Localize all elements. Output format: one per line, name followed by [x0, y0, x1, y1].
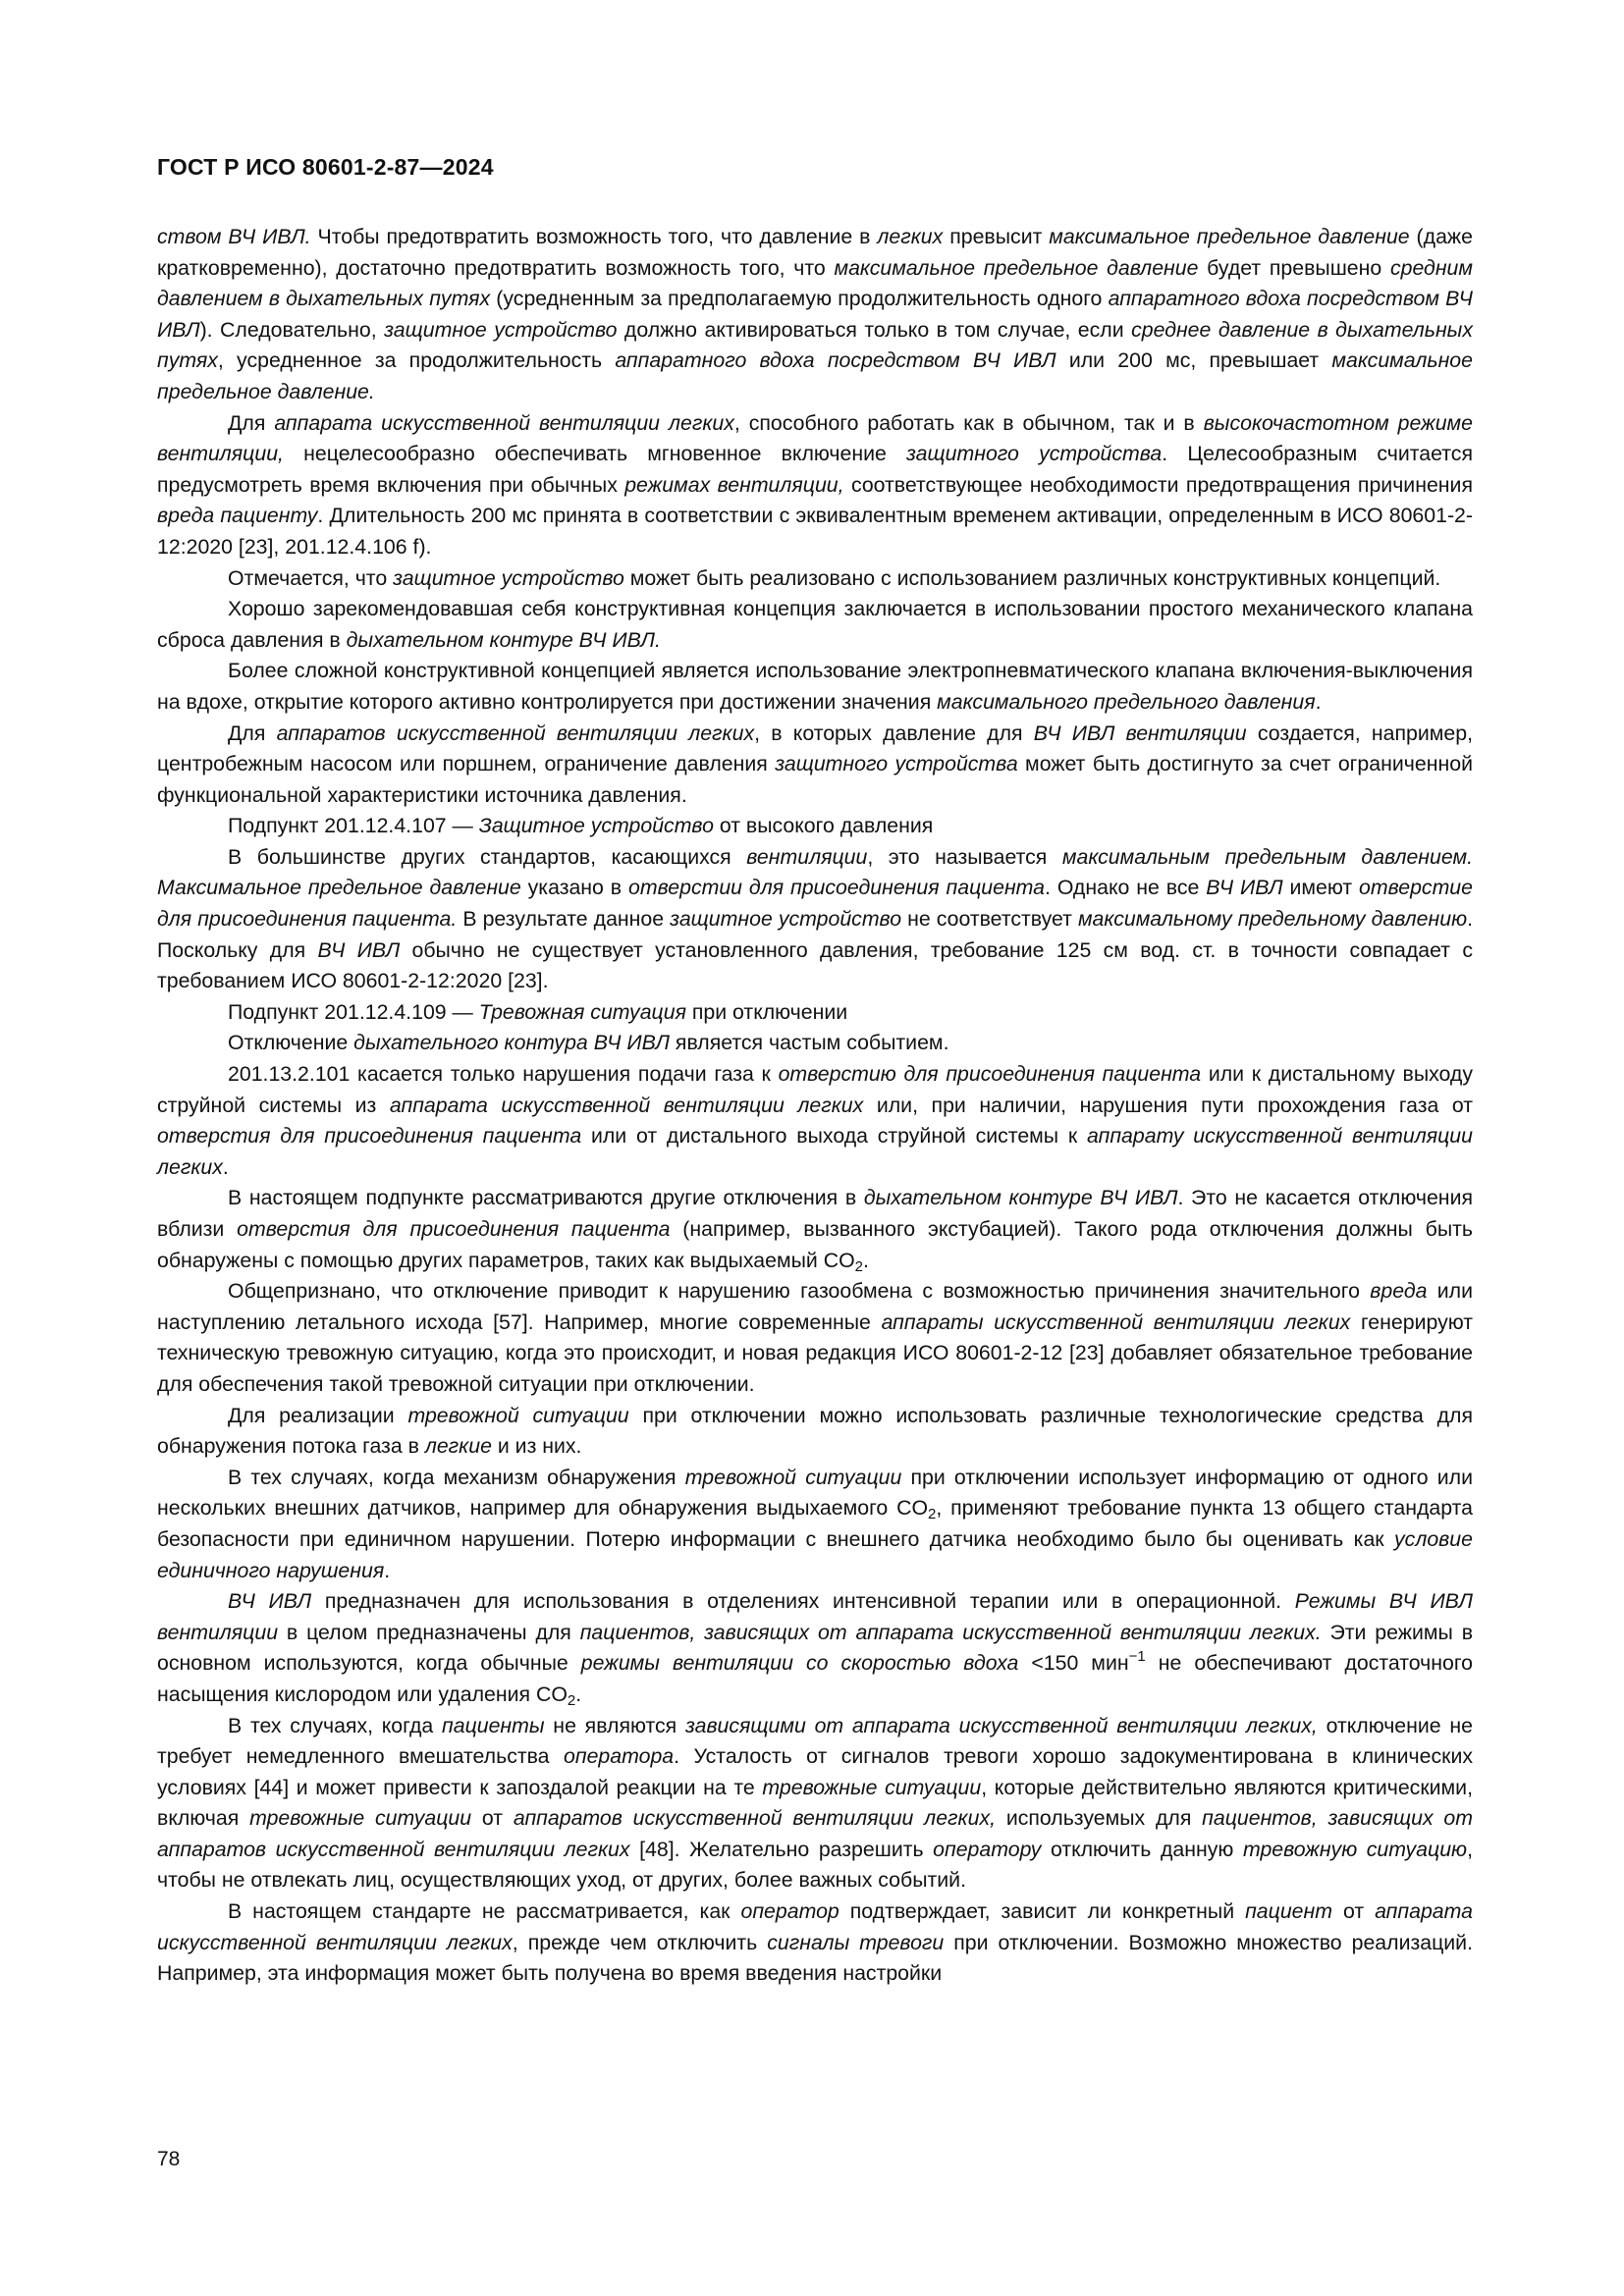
subscript: 2 — [567, 1691, 576, 1709]
italic-term: защитного устройства — [775, 752, 1018, 776]
italic-term: Тревожная ситуация — [478, 999, 686, 1024]
text-run: или 200 мс, превышает — [1056, 348, 1332, 373]
text-run: Общепризнано, что отключение приводит к нарушению газообмена с возможностью причинения значительного — [228, 1279, 1371, 1304]
italic-term: аппарата искусственной вентиляции легких — [157, 1899, 1473, 1954]
text-run: Эти режимы в основном используются, когда обычные — [157, 1620, 1474, 1676]
text-run: <150 мин — [1018, 1651, 1129, 1676]
text-run: . — [1315, 689, 1322, 714]
text-run: от высокого давления — [713, 814, 934, 838]
italic-term: максимальное предельное давление — [1049, 225, 1410, 248]
text-run: . Длительность 200 мс принята в соответствии с эквивалентным временем активации, определенным в ИСО 80601-2-12:2020 [23], 201.12.4.106 f). — [157, 504, 1473, 559]
italic-term: дыхательном контуре ВЧ ИВЛ. — [346, 627, 661, 652]
italic-term: ВЧ ИВЛ вентиляции — [1033, 721, 1247, 745]
text-run: или, при наличии, нарушения пути прохождения газа от — [863, 1093, 1474, 1117]
paragraph — [157, 1586, 1473, 1710]
text-run: Для реализации — [228, 1403, 408, 1427]
text-run: , которые действительно являются критическими, включая — [157, 1775, 1473, 1831]
text-run: Более сложной конструктивной концепцией является использование электропневматического клапана включения-выключения на вдохе, открытие которого активно контролируется при достижении значения — [157, 659, 1473, 714]
italic-term: оператор — [740, 1899, 839, 1924]
text-run: Хорошо зарекомендовавшая себя конструктивная концепция заключается в использовании простого механического клапана сброса давления в — [157, 597, 1473, 652]
text-run: Для — [228, 410, 275, 435]
italic-term: легких — [877, 225, 944, 248]
text-run: Подпункт 201.12.4.109 — — [228, 999, 479, 1024]
italic-term: аппарата искусственной вентиляции легких — [274, 410, 734, 435]
italic-term: отверстие для присоединения пациента. — [157, 876, 1473, 932]
document-body — [157, 222, 1473, 1990]
text-run: ). Следовательно, — [199, 317, 385, 342]
text-run: не являются — [544, 1713, 685, 1737]
text-run: В тех случаях, когда — [228, 1713, 442, 1737]
text-run: превысит — [943, 225, 1050, 248]
italic-term: вреда пациенту — [157, 504, 318, 528]
italic-term: максимальное предельное давление — [834, 255, 1199, 280]
text-run: имеют — [1282, 876, 1359, 900]
text-run: В тех случаях, когда механизм обнаружения — [228, 1465, 685, 1489]
paragraph — [157, 594, 1473, 656]
text-run: Чтобы предотвратить возможность того, что давление в — [310, 225, 878, 248]
text-run: или наступлению летального исхода [57]. Например, многие современные — [157, 1279, 1473, 1334]
italic-term: тревожные ситуации — [249, 1806, 472, 1831]
italic-term: пациентов, зависящих от аппарата искусственной вентиляции легких. — [579, 1620, 1322, 1644]
text-run: может быть реализовано с использованием различных конструктивных концепций. — [623, 565, 1441, 590]
paragraph — [157, 1463, 1473, 1586]
paragraph — [157, 811, 1473, 842]
italic-term: легкие — [424, 1434, 492, 1459]
italic-term: отверстия для присоединения пациента — [237, 1217, 671, 1241]
paragraph — [157, 997, 1473, 1029]
text-run: (например, вызванного экстубацией). Такого рода отключения должны быть обнаружены с помощью других параметров, таких как выдыхаемый CO — [157, 1217, 1474, 1272]
text-run: Для — [228, 721, 277, 745]
text-run: и из них. — [491, 1434, 582, 1459]
italic-term: максимальное предельное давление. — [157, 348, 1473, 403]
italic-term: тревожную ситуацию — [1242, 1837, 1468, 1861]
italic-term: оператору — [933, 1837, 1042, 1861]
italic-term: аппарату искусственной вентиляции легких — [157, 1124, 1473, 1179]
text-run: Подпункт 201.12.4.107 — — [228, 814, 479, 838]
text-run: используемых для — [996, 1806, 1203, 1831]
text-run: В результате данное — [457, 907, 671, 932]
text-run: , усредненное за продолжительность — [217, 348, 616, 373]
text-run: . — [384, 1558, 391, 1582]
paragraph — [157, 1028, 1473, 1059]
italic-term: защитное устройство — [393, 565, 624, 590]
italic-term: аппаратов искусственной вентиляции легких, — [513, 1806, 997, 1831]
text-run: В настоящем стандарте не рассматривается, как — [228, 1899, 741, 1924]
text-run: является частым событием. — [670, 1031, 949, 1055]
paragraph — [157, 222, 1473, 408]
paragraph — [157, 1711, 1473, 1897]
italic-term: отверстии для присоединения пациента — [628, 876, 1046, 900]
text-run: , в которых давление для — [754, 721, 1034, 745]
italic-term: тревожные ситуации — [762, 1775, 982, 1799]
italic-term: высокочастотном режиме вентиляции, — [157, 410, 1474, 466]
text-run: предназначен для использования в отделениях интенсивной терапии или в операционной. — [311, 1589, 1295, 1614]
italic-term: защитное устройство — [670, 907, 902, 932]
italic-term: ВЧ ИВЛ — [1206, 876, 1283, 900]
italic-term: аппаратов искусственной вентиляции легких — [276, 721, 755, 745]
text-run: при отключении — [685, 999, 848, 1024]
italic-term: пациентов, зависящих от аппаратов искусственной вентиляции легких — [157, 1806, 1473, 1861]
italic-term: ВЧ ИВЛ — [317, 937, 401, 962]
italic-term: максимальным предельным давлением. Максимальное предельное давление — [157, 844, 1473, 900]
text-run: в целом предназначены для — [278, 1620, 580, 1644]
text-run: Отключение — [228, 1031, 354, 1055]
italic-term: Защитное устройство — [478, 814, 714, 838]
italic-term: режимы вентиляции со скоростью вдоха — [580, 1651, 1019, 1676]
text-run: указано в — [520, 876, 629, 900]
text-run: , чтобы не отвлекать лиц, осуществляющих уход, от других, более важных событий. — [157, 1837, 1473, 1893]
text-run: , способного работать как в обычном, так и в — [733, 410, 1204, 435]
text-run: [48]. Желательно разрешить — [629, 1837, 934, 1861]
text-run: нецелесообразно обеспечивать мгновенное включение — [283, 442, 907, 466]
italic-term: максимального предельного давления — [937, 689, 1316, 714]
italic-term: защитного устройства — [906, 442, 1163, 466]
text-run: В настоящем подпункте рассматриваются другие отключения в — [228, 1186, 864, 1210]
paragraph — [157, 1183, 1473, 1276]
text-run: или от дистального выхода струйной системы к — [581, 1124, 1088, 1148]
text-run: , прежде чем отключить — [512, 1930, 768, 1954]
text-run: соответствующее необходимости предотвращения причинения — [843, 472, 1473, 497]
text-run: . Целесообразным считается предусмотреть время включения при обычных — [157, 442, 1473, 497]
paragraph — [157, 1276, 1473, 1400]
text-run: . Усталость от сигналов тревоги хорошо задокументирована в клинических условиях [44] и может привести к запоздалой реакции на те — [157, 1744, 1474, 1799]
italic-term: тревожной ситуации — [684, 1465, 902, 1489]
text-run: (усредненным за предполагаемую продолжительность одного — [490, 287, 1109, 311]
text-run: будет превышено — [1198, 255, 1390, 280]
text-run: В большинстве других стандартов, касающихся — [228, 844, 747, 869]
italic-term: аппараты искусственной вентиляции легких — [881, 1309, 1351, 1334]
text-run: 201.13.2.101 касается только нарушения подачи газа к — [228, 1062, 779, 1087]
italic-term: отверстия для присоединения пациента — [157, 1124, 582, 1148]
italic-term: средним давлением в дыхательных путях — [157, 255, 1473, 311]
italic-term: ством ВЧ ИВЛ. — [157, 225, 311, 248]
text-run: не обеспечивают достаточного насыщения кислородом или удаления CO — [157, 1651, 1473, 1706]
text-run: от — [471, 1806, 514, 1831]
italic-term: аппарата искусственной вентиляции легких — [389, 1093, 864, 1117]
paragraph — [157, 563, 1473, 595]
paragraph — [157, 1059, 1473, 1183]
italic-term: защитное устройство — [384, 317, 618, 342]
italic-term: оператора — [564, 1744, 675, 1769]
text-run: при отключении. Возможно множество реализаций. Например, эта информация может быть получена во время введения настройки — [157, 1930, 1473, 1986]
text-run: . — [222, 1154, 229, 1179]
text-run: (даже кратковременно), достаточно предотвратить возможность того, что — [157, 225, 1474, 280]
paragraph — [157, 842, 1473, 997]
text-run: может быть достигнуто за счет ограниченной функциональной характеристики источника давления. — [157, 752, 1473, 807]
paragraph — [157, 656, 1473, 718]
text-run: Отмечается, что — [228, 565, 394, 590]
text-run: обычно не существует установленного давления, требование 125 см вод. ст. в точности совпадает с требованием ИСО 80601-2-12:2020 [23]. — [157, 937, 1473, 993]
italic-term: пациент — [1245, 1899, 1332, 1924]
text-run: от — [1331, 1899, 1376, 1924]
subscript: 2 — [928, 1506, 937, 1523]
italic-term: сигналы тревоги — [767, 1930, 945, 1954]
italic-term: режимах вентиляции, — [624, 472, 844, 497]
italic-term: ВЧ ИВЛ — [228, 1589, 312, 1614]
italic-term: вреда — [1370, 1279, 1428, 1304]
text-run: . — [575, 1682, 582, 1706]
italic-term: отверстию для присоединения пациента — [778, 1062, 1202, 1087]
text-run: или к дистальному выходу струйной системы из — [157, 1062, 1473, 1117]
italic-term: пациенты — [442, 1713, 545, 1737]
paragraph — [157, 1401, 1473, 1463]
text-run: , применяют требование пункта 13 общего стандарта безопасности при единичном нарушении. Потерю информации с внешнего датчика необходимо было бы оценивать как — [157, 1496, 1473, 1551]
text-run: отключение не требует немедленного вмешательства — [157, 1713, 1473, 1769]
text-run: . — [863, 1248, 869, 1272]
italic-term: тревожной ситуации — [407, 1403, 629, 1427]
italic-term: дыхательного контура ВЧ ИВЛ — [353, 1031, 670, 1055]
paragraph — [157, 719, 1473, 812]
text-run: . Поскольку для — [157, 907, 1474, 962]
italic-term: среднее давление в дыхательных путях — [157, 317, 1474, 373]
text-run: при отключении использует информацию от одного или нескольких внешних датчиков, например для обнаружения выдыхаемого CO — [157, 1465, 1473, 1521]
text-run: отключить данную — [1041, 1837, 1243, 1861]
italic-term: максимальному предельному давлению — [1077, 907, 1468, 932]
page-number: 78 — [157, 2148, 181, 2170]
italic-term: аппаратного вдоха посредством ВЧ ИВЛ — [157, 287, 1473, 342]
paragraph — [157, 1896, 1473, 1990]
text-run: создается, например, центробежным насосом или поршнем, ограничение давления — [157, 721, 1473, 776]
italic-term: Режимы ВЧ ИВЛ вентиляции — [157, 1589, 1474, 1644]
superscript: −1 — [1128, 1648, 1146, 1666]
text-run: . Однако не все — [1045, 876, 1207, 900]
paragraph — [157, 408, 1473, 563]
text-run: генерируют техническую тревожную ситуацию, когда это происходит, и новая редакция ИСО 80601-2-12 [23] добавляет обязательное требование для обеспечения такой тревожной ситуации при отключении. — [157, 1309, 1474, 1396]
text-run: при отключении можно использовать различные технологические средства для обнаружения потока газа в — [157, 1403, 1473, 1459]
text-run: должно активироваться только в том случае, если — [617, 317, 1132, 342]
text-run: . Это не касается отключения вблизи — [157, 1186, 1473, 1241]
document-header-title: ГОСТ Р ИСО 80601-2-87—2024 — [157, 154, 494, 180]
italic-term: вентиляции — [746, 844, 868, 869]
text-run: не соответствует — [901, 907, 1078, 932]
italic-term: условие единичного нарушения — [157, 1526, 1473, 1582]
subscript: 2 — [854, 1257, 864, 1275]
italic-term: аппаратного вдоха посредством ВЧ ИВЛ — [615, 348, 1056, 373]
text-run: подтверждает, зависит ли конкретный — [839, 1899, 1246, 1924]
text-run: , это называется — [867, 844, 1062, 869]
italic-term: зависящими от аппарата искусственной вентиляции легких, — [684, 1713, 1318, 1737]
italic-term: дыхательном контуре ВЧ ИВЛ — [863, 1186, 1178, 1210]
